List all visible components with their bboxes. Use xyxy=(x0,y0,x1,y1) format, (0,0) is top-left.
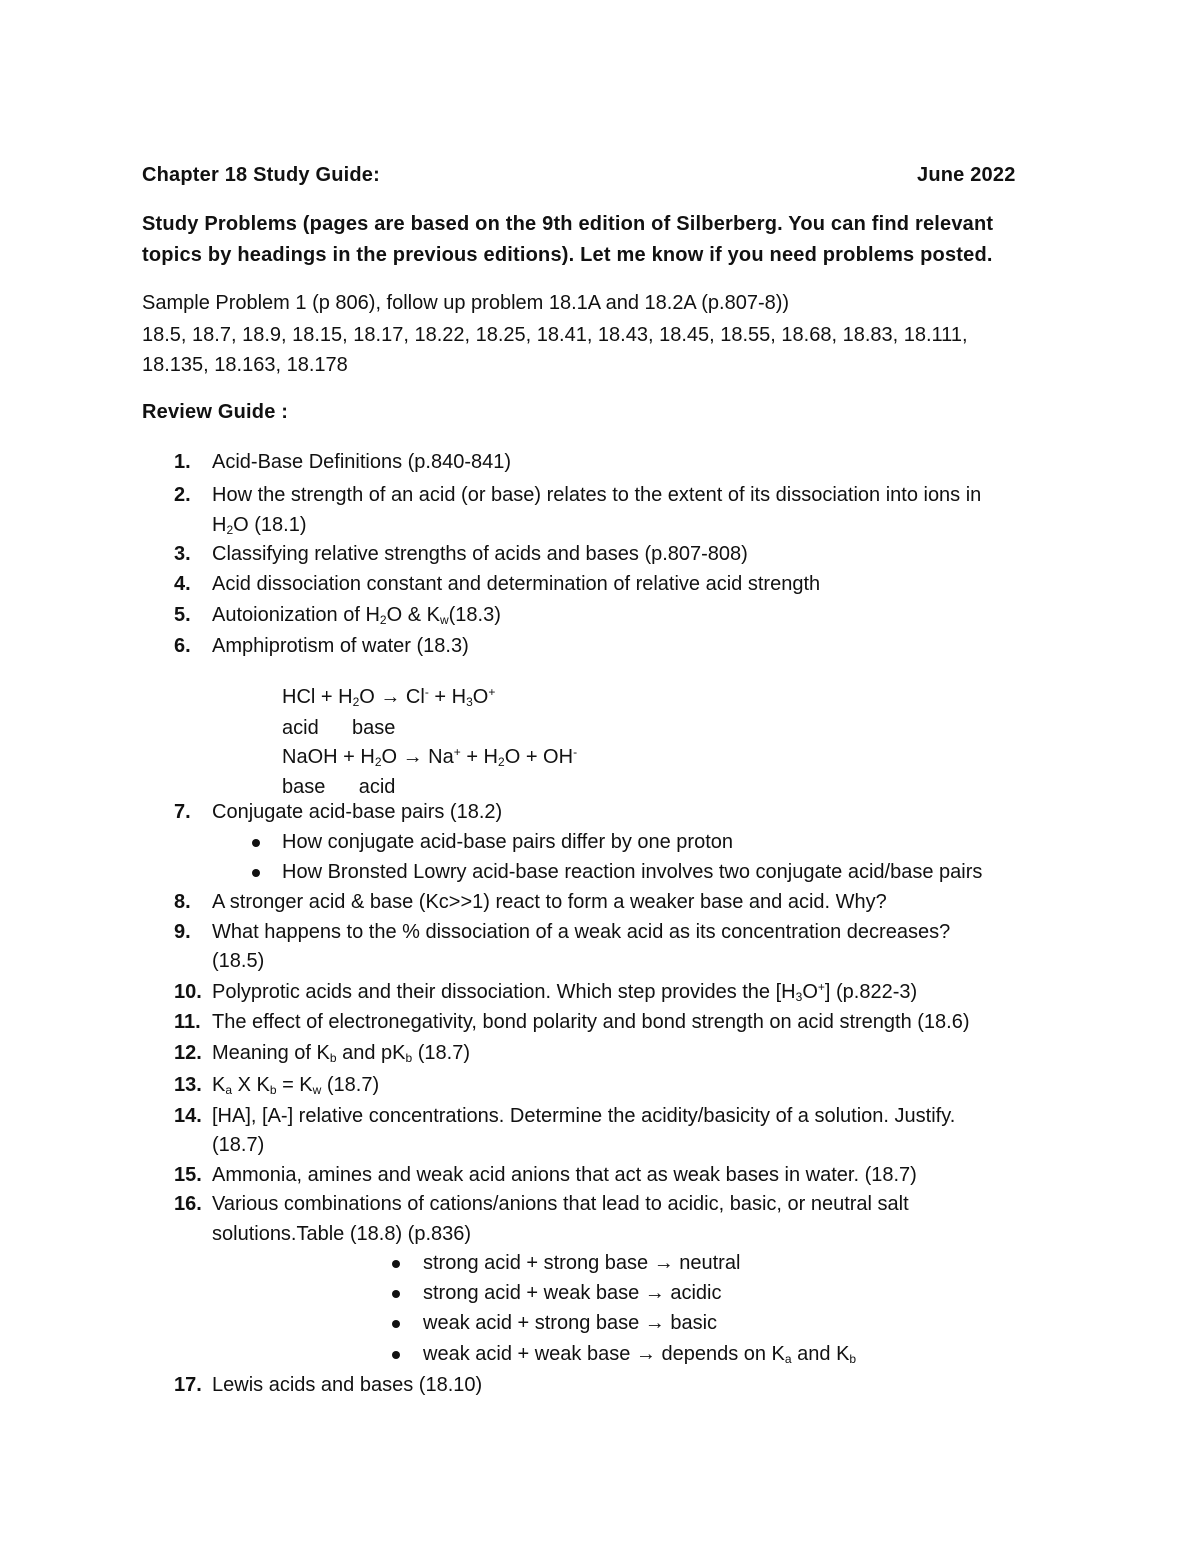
item-number: 12. xyxy=(174,1042,202,1064)
item-text: Lewis acids and bases (18.10) xyxy=(212,1374,483,1396)
item-number: 14. xyxy=(174,1105,202,1127)
item-text-line2: $H_2O$ (18.1) xyxy=(212,514,307,537)
bullet-text: weak acid + strong base → basic xyxy=(423,1312,718,1334)
item-text: Acid-Base Definitions (p.840-841) xyxy=(212,451,512,473)
study-problems-heading-line1: Study Problems (pages are based on the 9th edition of Silberberg. You can find relevant xyxy=(142,213,994,235)
problems-list-line2: 18.135, 18.163, 18.178 xyxy=(142,354,348,376)
item-text-line2: (18.5) xyxy=(212,950,265,972)
bullet-icon xyxy=(252,839,260,847)
bullet-text: How Bronsted Lowry acid-base reaction involves two conjugate acid/base pairs xyxy=(282,861,983,883)
item-number: 2. xyxy=(174,484,191,506)
item-number: 13. xyxy=(174,1074,202,1096)
bullet-text: weak acid + weak base → depends on $K_a$ and $K_b$ xyxy=(423,1343,857,1366)
equation-hcl-labels: acid base xyxy=(282,717,396,739)
bullet-text: strong acid + weak base → acidic xyxy=(423,1282,722,1304)
equation-naoh: NaOH + $H_2O \to Na^+ + H_2O + OH^-$ xyxy=(282,745,578,769)
item-text-line1: [HA], [A-] relative concentrations. Determine the acidity/basicity of a solution. Justify. xyxy=(212,1105,956,1127)
item-number: 17. xyxy=(174,1374,202,1396)
bullet-text: How conjugate acid-base pairs differ by one proton xyxy=(282,831,734,853)
item-text-line1: How the strength of an acid (or base) relates to the extent of its dissociation into ions in xyxy=(212,484,982,506)
item-text-line2: solutions.Table (18.8) (p.836) xyxy=(212,1223,472,1245)
item-text: A stronger acid & base (Kc>>1) react to form a weaker base and acid. Why? xyxy=(212,891,887,913)
item-text-line1: What happens to the % dissociation of a weak acid as its concentration decreases? xyxy=(212,921,951,943)
item-text: Classifying relative strengths of acids and bases (p.807-808) xyxy=(212,543,748,565)
item-number: 8. xyxy=(174,891,191,913)
bullet-icon xyxy=(392,1260,400,1268)
item-number: 11. xyxy=(174,1011,201,1033)
page-title: Chapter 18 Study Guide: xyxy=(142,164,380,186)
item-text: Meaning of $K_b$ and $pK_b$ (18.7) xyxy=(212,1042,470,1065)
item-number: 5. xyxy=(174,604,191,626)
item-number: 9. xyxy=(174,921,191,943)
page-date: June 2022 xyxy=(917,164,1016,186)
item-text: Autoionization of $H_2O$ & $K_w(18.3)$ xyxy=(212,604,501,627)
bullet-icon xyxy=(392,1290,400,1298)
bullet-icon xyxy=(392,1351,400,1359)
item-number: 1. xyxy=(174,451,191,473)
item-number: 7. xyxy=(174,801,191,823)
item-text-line1: Various combinations of cations/anions that lead to acidic, basic, or neutral salt xyxy=(212,1193,909,1215)
bullet-text: strong acid + strong base → neutral xyxy=(423,1252,741,1274)
equation-naoh-labels: base acid xyxy=(282,776,396,798)
sample-problem-line: Sample Problem 1 (p 806), follow up problem 18.1A and 18.2A (p.807-8)) xyxy=(142,292,790,314)
equation-hcl: HCl + $H_2O \to Cl^- + H_3O^+$ xyxy=(282,685,496,709)
study-problems-heading-line2: topics by headings in the previous editions). Let me know if you need problems posted. xyxy=(142,244,993,266)
item-text: The effect of electronegativity, bond polarity and bond strength on acid strength (18.6) xyxy=(212,1011,970,1033)
item-number: 4. xyxy=(174,573,191,595)
item-text: Conjugate acid-base pairs (18.2) xyxy=(212,801,503,823)
bullet-icon xyxy=(252,869,260,877)
item-number: 10. xyxy=(174,981,202,1003)
review-guide-heading: Review Guide : xyxy=(142,401,289,423)
item-text: $K_a$ X $K_b = K_w$ (18.7) xyxy=(212,1074,380,1097)
item-text: Ammonia, amines and weak acid anions that act as weak bases in water. (18.7) xyxy=(212,1164,917,1186)
bullet-icon xyxy=(392,1320,400,1328)
item-number: 3. xyxy=(174,543,191,565)
item-number: 6. xyxy=(174,635,191,657)
item-number: 15. xyxy=(174,1164,202,1186)
item-text: Acid dissociation constant and determination of relative acid strength xyxy=(212,573,821,595)
item-text: Amphiprotism of water (18.3) xyxy=(212,635,469,657)
item-text: Polyprotic acids and their dissociation. Which step provides the $[H_3O^+]$ (p.822-3) xyxy=(212,980,918,1004)
item-number: 16. xyxy=(174,1193,202,1215)
problems-list-line1: 18.5, 18.7, 18.9, 18.15, 18.17, 18.22, 18.25, 18.41, 18.43, 18.45, 18.55, 18.68, 18.83, 18.111, xyxy=(142,324,968,346)
item-text-line2: (18.7) xyxy=(212,1134,265,1156)
